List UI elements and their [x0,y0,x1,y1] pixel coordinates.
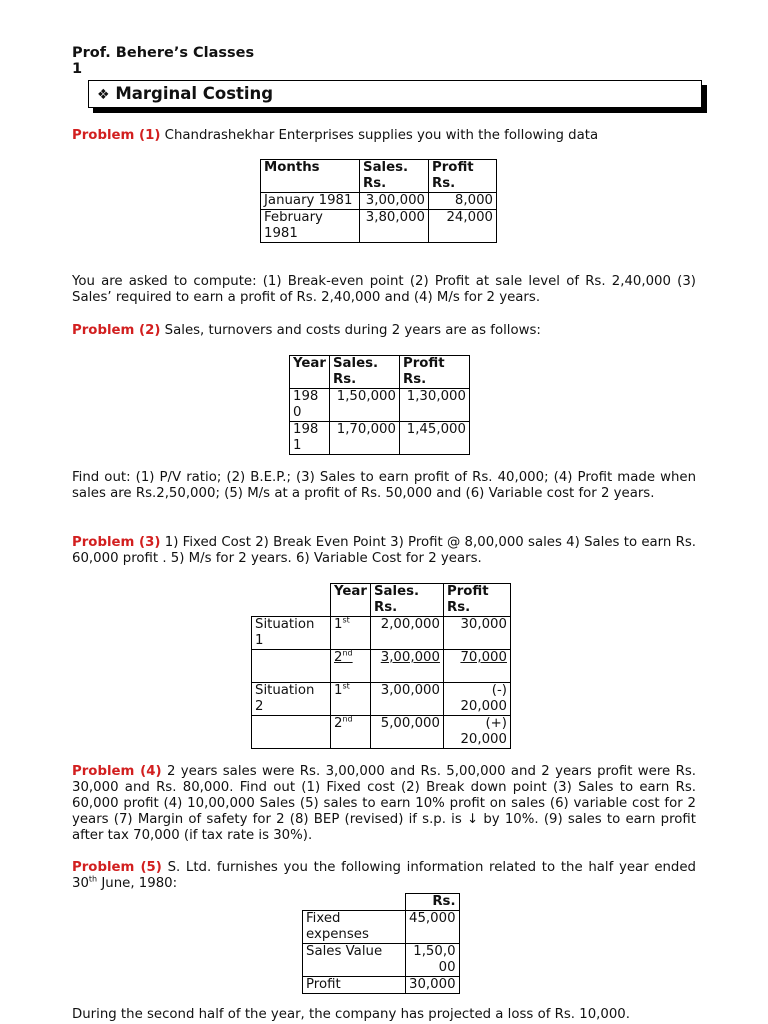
table-row [303,911,460,944]
table-cell: 8,000 [429,193,497,210]
table-cell: 2,00,000 [370,617,443,650]
problem-5-intro [72,860,696,892]
table-row [252,617,511,650]
table-header: Rs. [406,894,460,911]
table-cell: January 1981 [261,193,360,210]
table-cell: 1st [331,683,371,716]
down-arrow-icon: ↓ [466,812,479,827]
section-title [97,84,273,105]
problem-1-intro [72,128,696,144]
problem-1-label: Problem (1) [72,128,161,143]
table-cell: 70,000 [443,650,510,683]
table-header: Profit Rs. [429,160,497,193]
table-cell: 24,000 [429,210,497,243]
table-cell: 3,00,000 [370,683,443,716]
problem-4-text: 2 years sales were Rs. 3,00,000 and Rs. 5,00,000 and 2 years profit were Rs. 30,000 and Rs. 80,000. Find out (1) Fixed cost (2) Break down point (3) Sales to earn Rs. 60,000 profit (4) 10,00,000 Sales (5) sales to earn 10% profit on sales (6) variable cost for 2 years (7) Margin of safety for 2 (8) BEP (revised) if s.p. is [72,764,696,827]
problem-5-text-end: June, 1980: [97,876,178,891]
table-cell [252,650,331,683]
problem-3-table [251,583,511,749]
table-header: Year [290,356,330,389]
section-title-text: Marginal Costing [115,84,274,103]
table-cell: 1980 [290,389,330,422]
problem-2-label: Problem (2) [72,323,161,338]
table-cell: Profit [303,977,406,994]
problem-4-label: Problem (4) [72,764,162,779]
table-row [303,977,460,994]
table-cell: Situation 1 [252,617,331,650]
table-cell: 30,000 [443,617,510,650]
table-row [303,944,460,977]
page-header [72,45,254,77]
table-header: Sales. Rs. [360,160,429,193]
table-cell: 3,80,000 [360,210,429,243]
table-row [290,422,470,455]
problem-5-table [302,893,460,994]
table-cell: 1st [331,617,371,650]
table-cell: 1,30,000 [399,389,469,422]
table-cell: 3,00,000 [360,193,429,210]
table-cell: 30,000 [406,977,460,994]
table-row [252,683,511,716]
table-header: Sales. Rs. [329,356,399,389]
problem-4-text-end: by 10%. (9) sales to earn profit after tax 70,000 (if tax rate is 30%). [72,812,696,843]
problem-5-followup: During the second half of the year, the company has projected a loss of Rs. 10,000. [72,1007,630,1022]
table-cell: 1,50,000 [406,944,460,977]
table-cell [252,716,331,749]
problem-1-text: Chandrashekhar Enterprises supplies you with the following data [160,128,599,143]
table-header: Year [331,584,371,617]
table-row [290,389,470,422]
section-title-box [88,80,702,108]
table-header: Profit Rs. [399,356,469,389]
problem-3-intro [72,535,696,567]
page-number: 1 [72,61,83,77]
table-row [252,650,511,683]
problem-3-label: Problem (3) [72,535,161,550]
problem-5-text: S. Ltd. furnishes you the following information related to the half year ended 30 [72,860,696,891]
problem-3-text: 1) Fixed Cost 2) Break Even Point 3) Profit @ 8,00,000 sales 4) Sales to earn Rs. 60,000 profit . 5) M/s for 2 years. 6) Variable Cost for 2 years. [72,535,696,566]
problem-4 [72,764,696,844]
diamond-bullet-icon: ❖ [97,87,110,103]
table-cell: (-) 20,000 [443,683,510,716]
table-cell: Sales Value [303,944,406,977]
problem-1-table [260,159,497,243]
problem-5-sup: th [88,874,98,884]
table-row [261,193,497,210]
table-cell: 1,70,000 [329,422,399,455]
header-title: Prof. Behere’s Classes [72,45,255,61]
problem-5-label: Problem (5) [72,860,162,875]
table-cell: 45,000 [406,911,460,944]
table-header: Profit Rs. [443,584,510,617]
problem-2-text: Sales, turnovers and costs during 2 years are as follows: [160,323,541,338]
problem-2-intro [72,323,696,339]
problem-1-question: You are asked to compute: (1) Break-even point (2) Profit at sale level of Rs. 2,40,000 (3) Sales’ required to earn a profit of Rs. 2,40,000 and (4) M/s for 2 years. [72,274,696,305]
table-cell: 1,45,000 [399,422,469,455]
table-header: Sales. Rs. [370,584,443,617]
table-cell: 3,00,000 [370,650,443,683]
table-cell: 1981 [290,422,330,455]
table-cell: 2nd [331,650,371,683]
table-cell: 1,50,000 [329,389,399,422]
table-header: Months [261,160,360,193]
table-row [261,210,497,243]
table-cell: 2nd [331,716,371,749]
table-cell: Situation 2 [252,683,331,716]
table-cell: 5,00,000 [370,716,443,749]
table-header-empty [252,584,331,617]
table-cell: Fixed expenses [303,911,406,944]
table-cell: February 1981 [261,210,360,243]
problem-2-table [289,355,470,455]
table-row [252,716,511,749]
table-cell: (+) 20,000 [443,716,510,749]
table-header-empty [303,894,406,911]
problem-2-question: Find out: (1) P/V ratio; (2) B.E.P.; (3) Sales to earn profit of Rs. 40,000; (4) Profit made when sales are Rs.2,50,000; (5) M/s at a profit of Rs. 50,000 and (6) Variable cost for 2 years. [72,470,696,501]
